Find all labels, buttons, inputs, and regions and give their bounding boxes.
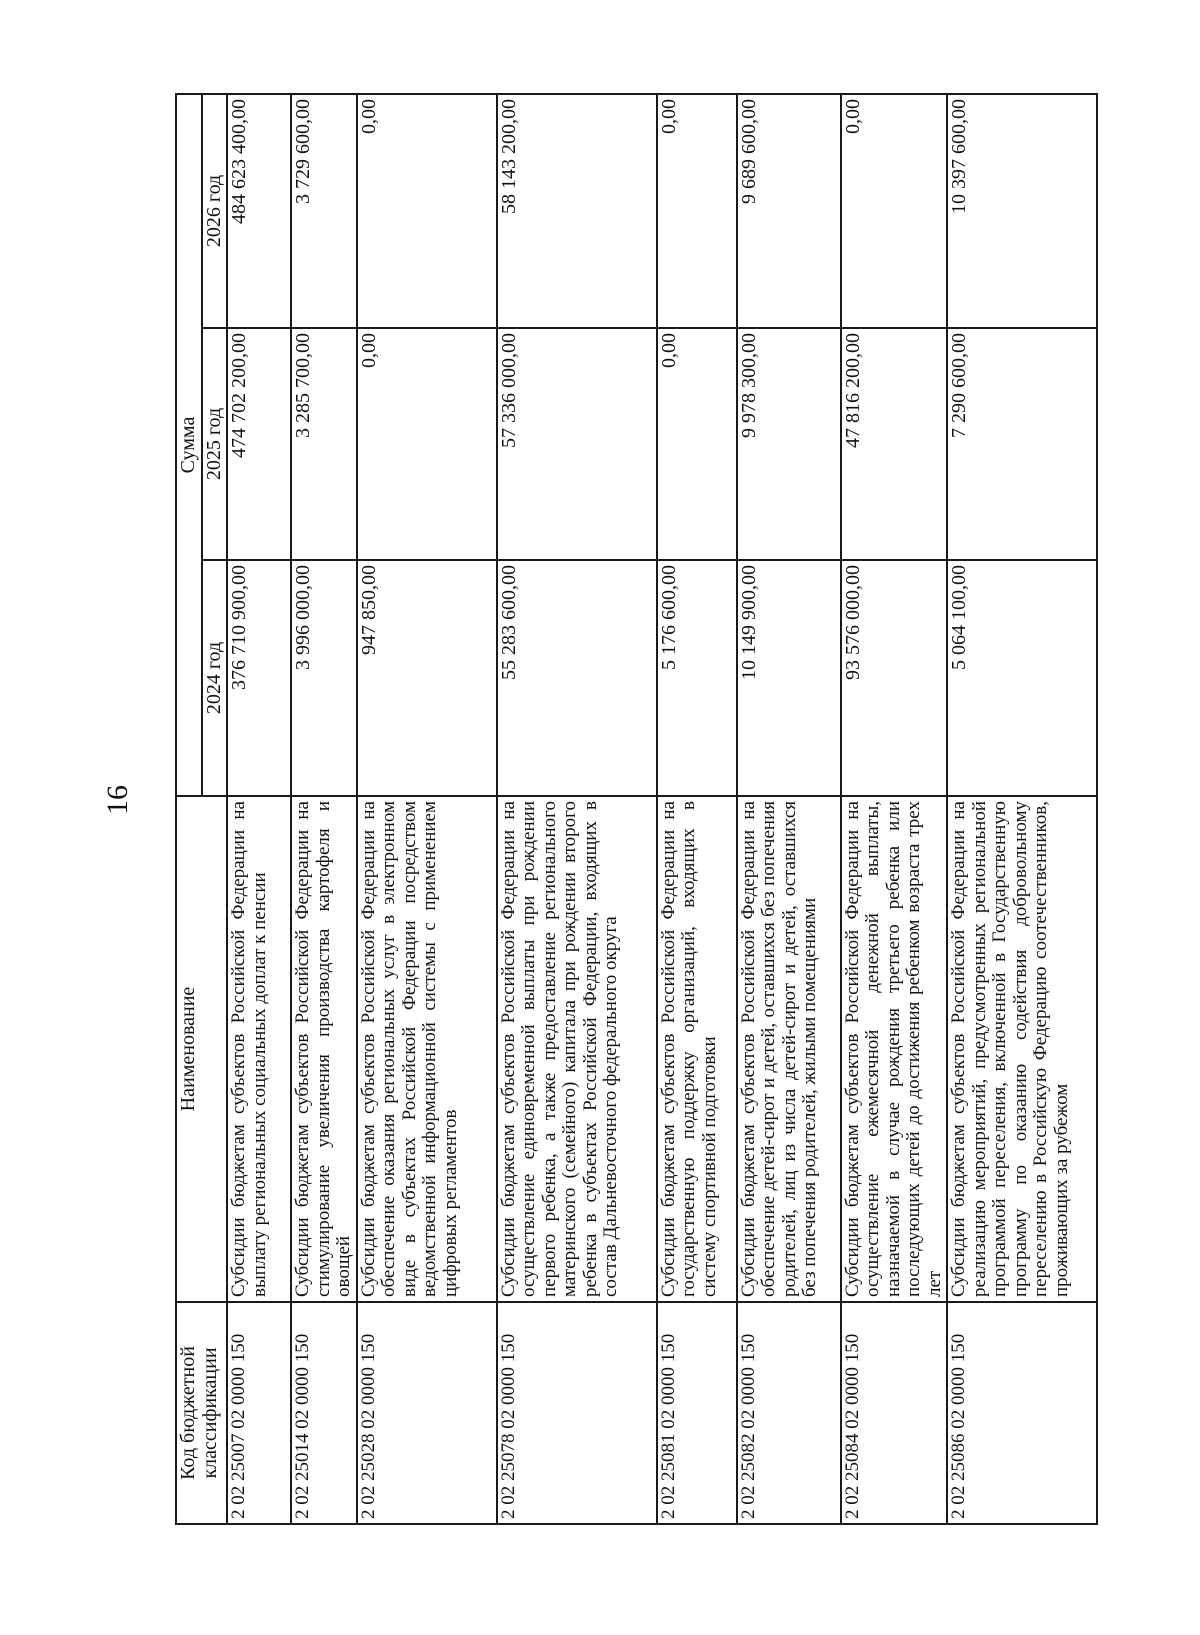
row-amount-2025: 57 336 000,00 <box>497 328 657 560</box>
row-amount-2024: 10 149 900,00 <box>737 560 841 796</box>
row-code: 2 02 25007 02 0000 150 <box>227 1302 291 1524</box>
header-name: Наименование <box>176 796 227 1302</box>
row-amount-2025: 7 290 600,00 <box>947 328 1097 560</box>
row-name: Субсидии бюджетам субъектов Российской Федерации на выплату региональных социальных доплат к пенсии <box>227 796 291 1302</box>
row-amount-2025: 3 285 700,00 <box>291 328 357 560</box>
table-row <box>841 94 948 1524</box>
row-code: 2 02 25028 02 0000 150 <box>357 1302 497 1524</box>
table-row <box>657 94 737 1524</box>
row-amount-2024: 3 996 000,00 <box>291 560 357 796</box>
header-year-2024: 2024 год <box>202 560 228 796</box>
row-amount-2026: 0,00 <box>357 94 497 328</box>
row-amount-2026: 9 689 600,00 <box>737 94 841 328</box>
header-row <box>176 94 202 1524</box>
row-amount-2025: 474 702 200,00 <box>227 328 291 560</box>
row-code: 2 02 25086 02 0000 150 <box>947 1302 1097 1524</box>
row-name: Субсидии бюджетам субъектов Российской Федерации на обеспечение оказания региональных услуг в электронном виде в субъектах Российской Федерации посредством ведомственной информационной системы с применением цифровых регламентов <box>357 796 497 1302</box>
row-code: 2 02 25081 02 0000 150 <box>657 1302 737 1524</box>
row-code: 2 02 25082 02 0000 150 <box>737 1302 841 1524</box>
row-amount-2025: 47 816 200,00 <box>841 328 948 560</box>
row-name: Субсидии бюджетам субъектов Российской Федерации на государственную поддержку организаций, входящих в систему спортивной подготовки <box>657 796 737 1302</box>
table-row <box>291 94 357 1524</box>
rotated-table-wrapper <box>175 95 1070 1525</box>
header-year-2025: 2025 год <box>202 328 228 560</box>
table-row <box>947 94 1097 1524</box>
table-row <box>737 94 841 1524</box>
budget-table <box>175 93 1098 1525</box>
row-code: 2 02 25078 02 0000 150 <box>497 1302 657 1524</box>
row-amount-2025: 0,00 <box>657 328 737 560</box>
table-row <box>227 94 291 1524</box>
header-year-2026: 2026 год <box>202 94 228 328</box>
table-row <box>357 94 497 1524</box>
row-amount-2024: 5 064 100,00 <box>947 560 1097 796</box>
header-code: Код бюджетной классификации <box>176 1302 227 1524</box>
table-row <box>497 94 657 1524</box>
page-number: 16 <box>101 785 134 815</box>
row-name: Субсидии бюджетам субъектов Российской Федерации на обеспечение детей-сирот и детей, оставшихся без попечения родителей, лиц из числа детей-сирот и детей, оставшихся без попечения родителей, жилыми помещениями <box>737 796 841 1302</box>
row-amount-2026: 10 397 600,00 <box>947 94 1097 328</box>
row-amount-2026: 0,00 <box>841 94 948 328</box>
row-amount-2026: 3 729 600,00 <box>291 94 357 328</box>
row-name: Субсидии бюджетам субъектов Российской Федерации на стимулирование увеличения производства картофеля и овощей <box>291 796 357 1302</box>
row-amount-2026: 484 623 400,00 <box>227 94 291 328</box>
row-name: Субсидии бюджетам субъектов Российской Федерации на осуществление ежемесячной денежной выплаты, назначаемой в случае рождения третьего ребенка или последующих детей до достижения ребенком возраста трех лет <box>841 796 948 1302</box>
row-amount-2024: 93 576 000,00 <box>841 560 948 796</box>
row-amount-2024: 55 283 600,00 <box>497 560 657 796</box>
row-amount-2024: 5 176 600,00 <box>657 560 737 796</box>
row-name: Субсидии бюджетам субъектов Российской Федерации на осуществление единовременной выплаты при рождении первого ребенка, а также предоставление регионального материнского (семейного) капитала при рождении второго ребенка в субъектах Российской Федерации, входящих в состав Дальневосточного федерального округа <box>497 796 657 1302</box>
row-amount-2026: 58 143 200,00 <box>497 94 657 328</box>
row-amount-2025: 9 978 300,00 <box>737 328 841 560</box>
row-code: 2 02 25084 02 0000 150 <box>841 1302 948 1524</box>
row-name: Субсидии бюджетам субъектов Российской Федерации на реализацию мероприятий, предусмотренных региональной программой переселения, включенной в Государственную программу по оказанию содействия добровольному переселению в Российскую Федерацию соотечественников, проживающих за рубежом <box>947 796 1097 1302</box>
row-amount-2025: 0,00 <box>357 328 497 560</box>
row-amount-2026: 0,00 <box>657 94 737 328</box>
row-amount-2024: 376 710 900,00 <box>227 560 291 796</box>
header-sum: Сумма <box>176 94 202 796</box>
row-amount-2024: 947 850,00 <box>357 560 497 796</box>
row-code: 2 02 25014 02 0000 150 <box>291 1302 357 1524</box>
